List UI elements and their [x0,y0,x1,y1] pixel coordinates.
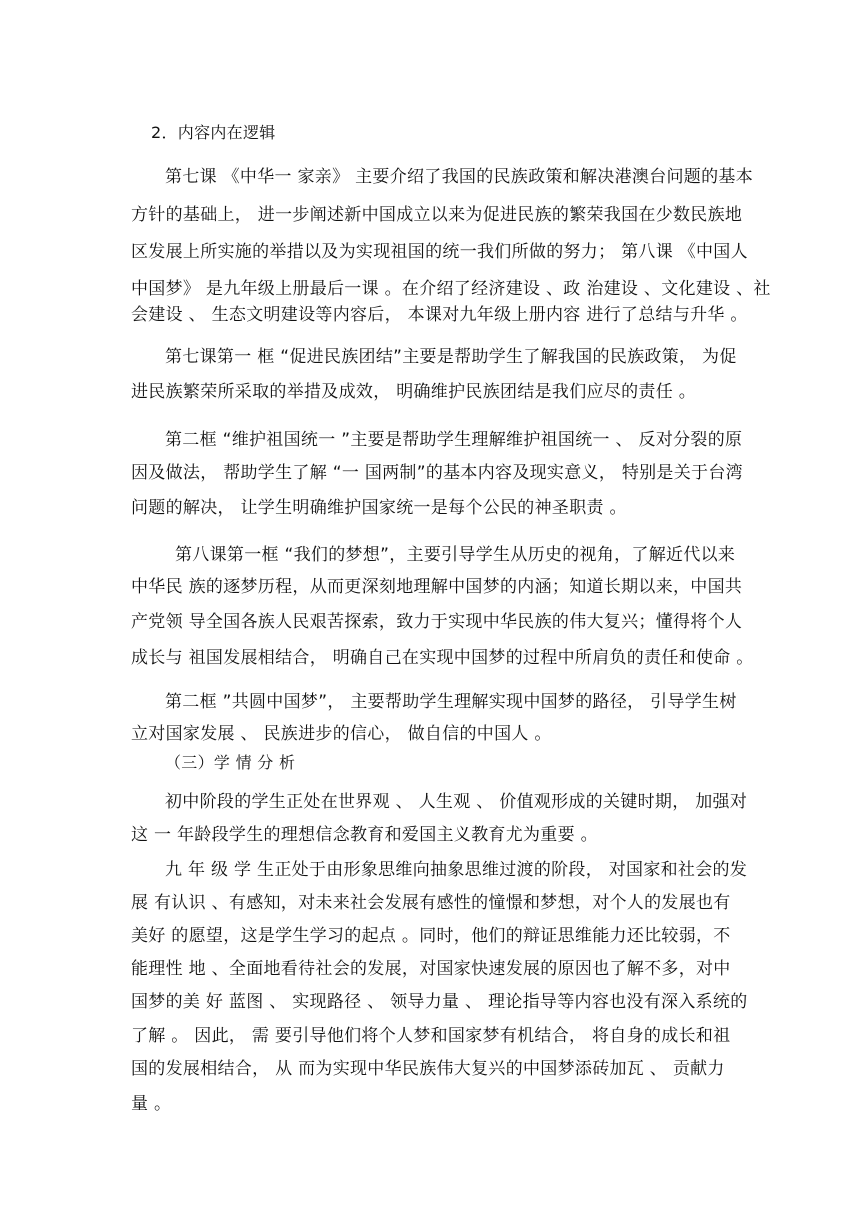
text-line: 量 。 [131,1094,172,1114]
text-line: 美好 的愿望，这是学生学习的起点 。同时，他们的辩证思维能力还比较弱，不 [131,926,731,946]
text-line: 第二框 ”共圆中国梦”， 主要帮助学生理解实现中国梦的路径， 引导学生树 [165,692,737,712]
text-line: 初中阶段的学生正处在世界观 、 人生观 、 价值观形成的关键时期， 加强对 [165,792,748,812]
text-line: 进民族繁荣所采取的举措及成效， 明确维护民族团结是我们应尽的责任 。 [131,382,697,402]
text-line: 方针的基础上， 进一步阐述新中国成立以来为促进民族的繁荣我国在少数民族地 [131,205,743,225]
text-line: 区发展上所实施的举措以及为实现祖国的统一我们所做的努力； 第八课 《中国人 [131,242,748,262]
text-line: 九 年 级 学 生正处于由形象思维向抽象思维过渡的阶段， 对国家和社会的发 [165,860,748,880]
text-line: 成长与 祖国发展相结合， 明确自己在实现中国梦的过程中所肩负的责任和使命 。 [131,648,754,668]
text-line: 这 一 年龄段学生的理想信念教育和爱国主义教育尤为重要 。 [131,825,598,845]
text-line: 第七课第一 框 “促进民族团结”主要是帮助学生了解我国的民族政策， 为促 [165,347,737,367]
text-line: 展 有认识 、有感知，对未来社会发展有感性的憧憬和梦想，对个人的发展也有 [131,893,731,913]
text-line: 第七课 《中华一 家亲》 主要介绍了我国的民族政策和解决港澳台问题的基本 [165,167,754,187]
text-line: 能理性 地 、全面地看待社会的发展，对国家快速发展的原因也了解不多，对中 [131,959,731,979]
text-line: 国的发展相结合， 从 而为实现中华民族伟大复兴的中国梦添砖加瓦 、 贡献力 [131,1059,725,1079]
text-line: 国梦的美 好 蓝图 、 实现路径 、 领导力量 、 理论指导等内容也没有深入系统的 [131,992,748,1012]
text-line: 中华民 族的逐梦历程，从而更深刻地理解中国梦的内涵；知道长期以来，中国共 [131,577,743,597]
text-line: 立对国家发展 、 民族进步的信心， 做自信的中国人 。 [131,724,552,744]
text-line: 因及做法， 帮助学生了解 “一 国两制”的基本内容及现实意义， 特别是关于台湾 [131,463,743,483]
text-line: 中国梦》 是九年级上册最后一课 。在介绍了经济建设 、政 治建设 、文化建设 、社 [131,279,771,299]
subheading: （三）学 情 分 析 [165,753,296,772]
text-line: 第二框 “维护祖国统一 ”主要是帮助学生理解维护祖国统一 、 反对分裂的原 [165,430,743,450]
text-line: 产党领 导全国各族人民艰苦探索，致力于实现中华民族的伟大复兴；懂得将个人 [131,612,743,632]
text-line: 第八课第一框 “我们的梦想”，主要引导学生从历史的视角，了解近代以来 [175,545,736,565]
text-line: 问题的解决， 让学生明确维护国家统一是每个公民的神圣职责 。 [131,498,627,518]
text-line: 了解 。 因此， 需 要引导他们将个人梦和国家梦有机结合， 将自身的成长和祖 [131,1026,731,1046]
section-heading: 2．内容内在逻辑 [151,123,276,142]
text-line: 会建设 、 生态文明建设等内容后， 本课对九年级上册内容 进行了总结与升华 。 [131,305,748,325]
